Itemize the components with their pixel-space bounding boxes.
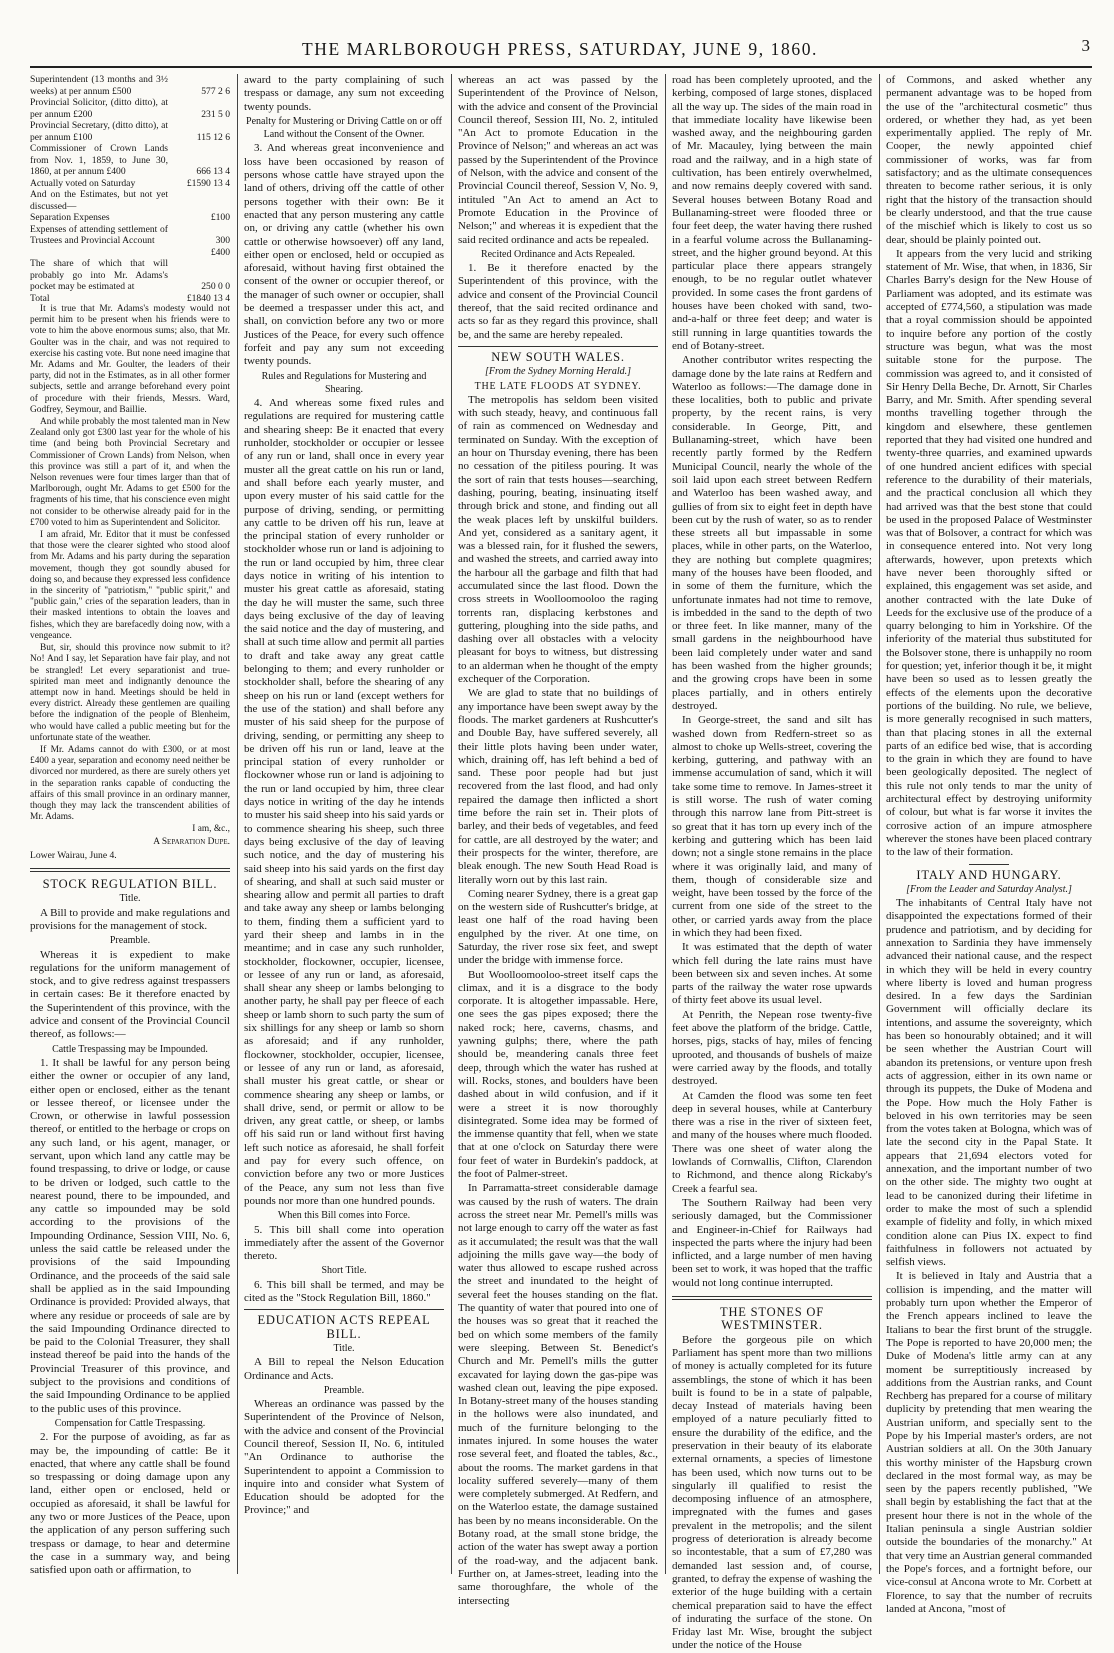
education-bill-title: EDUCATION ACTS REPEAL BILL. xyxy=(257,1313,431,1341)
paragraph: At Camden the flood was some ten feet deep in several houses, while at Canterbury there was a rise in the river of sixteen feet, and many of the houses where much flooded. There was one sheet of water along the lowlands of Cornwallis, Clifton, Clarendon to Richmond, and thence along Rickaby's Creek a fearful sea. xyxy=(672,1089,872,1195)
account-label: And on the Estimates, but not yet discussed— xyxy=(30,189,168,212)
section-3-text: 3. And whereas great inconvenience and loss have been occasioned by reason of persons whose cattle have strayed upon the land of others, driving off the cattle of other persons together with their own: Be it enacted that any person mustering any cattle on, or driving any cattle (whether his own cattle or otherwise howsoever) off any land, either open or enclosed, held or occupied as aforesaid, without having first obtained the consent of the owner or occupier thereof, or the manager of such owner or occupier, shall be deemed a trespasser under this act, and shall, on conviction before any two or more Justices of the Peace, for every such offence forfeit and pay any sum not exceeding twenty pounds. xyxy=(244,142,444,368)
accounts-table xyxy=(30,74,230,304)
section-rule xyxy=(458,346,658,347)
signature: A Separation Dupe. xyxy=(153,836,230,847)
dateline: Lower Wairau, June 4. xyxy=(30,849,117,861)
column-1 xyxy=(30,74,230,1577)
account-row xyxy=(30,224,230,247)
account-row xyxy=(30,293,230,305)
account-label xyxy=(30,247,168,259)
section-4-text: 4. And whereas some fixed rules and regulations are required for mustering cattle and shearing sheep: Be it enacted that every runholder, stockholder or occupier or lessee of any run or land, shall once in every year muster all the great cattle on his run or land, and shall before each yearly muster, and upon every muster of his said cattle for the purpose of driving, sending, or permitting any cattle to be driven off his run, leave at the principal station of every runholder or stockholder whose run or land is adjoining to the run or land occupied by him, three clear days notice in writing of his intention to muster his great cattle as aforesaid, stating the day he will muster the same, such three days being exclusive of the day of leaving the said notice and the day of mustering, and shall at such time allow and permit all parties to draft and take away any great cattle belonging to them; and every runholder or stockholder shall, before the shearing of any sheep on his run or land (except wethers for the use of the station) and shall before any muster of his said sheep for the purpose of driving, sending, or permitting any sheep to be driven off his run or land, leave at the principal station of every runholder or flockowner whose run or land is adjoining to the run or land occupied by him, three clear days notice in writing of the day he intends to muster his said sheep into his said yards or to commence shearing his sheep, such three days being exclusive of the day of leaving such notice, and the day of mustering his said sheep into his said yards on the first day of shearing, and shall at such said muster or shearing allow and permit all parties to draft and take away any sheep or lambs belonging to them, finding them a sufficient yard to yard their sheep and lambs in in the meantime; and in case any such runholder, stockholder, flockowner, occupier, licensee, or lessee of any run or land, as aforesaid, shall shear any sheep or lambs belonging to another party, he shall pay per fleece of each sheep or lamb shorn to such party the sum of six shillings for any sheep or lamb so shorn as aforesaid; and if any runholder, flockowner, stockholder, occupier, licensee, or lessee of any run or land, as aforesaid, shall muster his great cattle, or shear or commence shearing any sheep or lambs, or shall drive, send, or permit or allow to be driven, any great cattle, or sheep, or lambs off his said run or land without first having left such notice as aforesaid, he shall forfeit and pay for every such offence, on conviction before any two or more Justices of the Peace, any sum not less than five pounds nor more than one hundred pounds. xyxy=(244,397,444,1207)
section-rule xyxy=(244,1309,444,1310)
column-divider xyxy=(451,74,452,1574)
education-bill-intro: A Bill to repeal the Nelson Education Ordinance and Acts. xyxy=(244,1356,444,1382)
education-preamble-head: Preamble. xyxy=(323,1384,365,1396)
flood-article-continued xyxy=(672,74,872,1290)
stones-text: Before the gorgeous pile on which Parliament has spent more than two millions of money is actually completed for its future assemblings, the stone of which it has been built is found to be in a state of palpable, decay Instead of materials having been employed of a nature peculiarly fitted to ensure the durability of the edifice, and the preservation in their beauty of its elaborate external ornaments, a species of limestone has been used, which now turns out to be singularly ill qualified to resist the decomposing influence of an atmosphere, impregnated with the fumes and gases prevalent in the metropolis; and the silent progress of deterioration is already become so incontestable, that a sum of £7,280 was demanded last session and, of course, granted, to defray the expense of washing the exterior of the huge building with a certain chemical preparation said to have the effect of indurating the surface of the stone. On Friday last Mr. Wise, brought the subject under the notice of the House xyxy=(672,1333,872,1652)
repeal-section-text: 1. Be it therefore enacted by the Superintendent of this province, with the advice and consent of the Provincial Council thereof, that the said recited ordinance and acts so far as they regard this province, shall be, and the same are hereby repealed. xyxy=(458,262,658,341)
account-row xyxy=(30,97,230,120)
section-2-head: Compensation for Cattle Trespassing. xyxy=(54,1417,206,1429)
column-3 xyxy=(458,74,658,1607)
education-bill-subhead: Title. xyxy=(333,1342,355,1354)
account-amount: £400 xyxy=(210,246,230,258)
columns xyxy=(30,74,1092,1652)
paragraph: It was estimated that the depth of water which fell during the late rains must have been between six and seven inches. At some parts of the railway the water rose upwards of thirty feet above its usual level. xyxy=(672,941,872,1007)
italy-title: ITALY AND HUNGARY. xyxy=(916,867,1062,882)
account-label: Separation Expenses xyxy=(30,212,110,223)
penalty-head: Penalty for Mustering or Driving Cattle on or off Land without the Consent of the Owner. xyxy=(246,115,442,141)
stock-bill-subhead: Title. xyxy=(119,893,141,905)
account-amount: 300 xyxy=(215,235,230,246)
letter-body xyxy=(30,304,230,823)
paragraph: It is true that Mr. Adams's modesty would not permit him to be present when his friends were to vote to him the above enormous sums; also, that Mr. Goulter was in the chair, and was not required to exercise his casting vote. But none need imagine that Mr. Adams and Mr. Goulter, the leaders of their party, did not in the Estimates, as in all other former subjects, settle and arrange beforehand every point of procedure with their friends, Messrs. Ward, Godfrey, Seymour, and Baillie. xyxy=(30,304,230,415)
nsw-source: [From the Sydney Morning Herald.] xyxy=(485,366,631,378)
account-amount: 577 2 6 xyxy=(201,85,230,97)
continued-text: whereas an act was passed by the Superintendent of the Province of Nelson, with the advice and consent of the Provincial Council thereof, Session III, No. 2, intituled "An Act to promote Education in the Province of Nelson;" and whereas an act was passed by the Superintendent of the Province of Nelson, with the advice and consent of the Provincial Council thereof, Session V, No. 9, intituled "An Act to amend an Act to Promote Education in the Province of Nelson;" and whereas it is expedient that the said recited ordinance and acts be repealed. xyxy=(458,74,658,246)
account-row xyxy=(30,212,230,224)
short-title-head: Short Title. xyxy=(321,1265,367,1277)
section-5-text: 5. This bill shall come into operation immediately after the assent of the Governor thereto. xyxy=(244,1223,444,1263)
account-label: Commissioner of Crown Lands from Nov. 1, 1859, to June 30, 1860, at per annum £400 xyxy=(30,143,168,177)
account-row xyxy=(30,143,230,178)
italy-article-body xyxy=(886,897,1092,1616)
paragraph: In Parramatta-street considerable damage was caused by the rush of waters. The drain across the street near Mr. Pemell's mills was not large enough to carry off the water as fast as it accumulated; the result was that the wall adjoining the mills gave way—the body of water thus allowed to escape rushed across the street and inundated to the height of several feet the houses standing on the flat. The quantity of water that poured into one of the houses was so great that it reached the bed on which some members of the family were sleeping. Between St. Benedict's Church and Mr. Pemell's mills the gutter excavated for laying down the gas-pipe was washed clean out, leaving the pipe exposed. In Botany-street many of the houses standing in the hollows were also inundated, and much of the furniture belonging to the inmates injured. In some houses the water rose several feet, and floated the tables, &c., about the rooms. The market gardens in that locality suffered severely—many of them were completely submerged. At Redfern, and on the Waterloo estate, the damage sustained has been by no means inconsiderable. On the Botany road, at the small stone bridge, the action of the water has swept away a portion of the road-way, and the adjacent bank. Further on, at James-street, leading into the same thoroughfare, the whole of the intersecting xyxy=(458,1182,658,1607)
account-row xyxy=(30,120,230,143)
rules-head: Rules and Regulations for Mustering and Shearing. xyxy=(261,370,427,395)
paragraph: Coming nearer Sydney, there is a great gap on the western side of Rushcutter's bridge, at least one half of the road having been engulphed by the river. At one time, on Saturday, the river rose six feet, and swept under the bridge with immense force. xyxy=(458,887,658,967)
preamble-head: Preamble. xyxy=(109,935,151,947)
stock-bill-intro: A Bill to provide and make regulations and provisions for the management of stock. xyxy=(30,906,230,932)
column-4 xyxy=(672,74,872,1652)
account-row xyxy=(30,74,230,97)
account-amount: £1590 13 4 xyxy=(186,177,230,189)
section-6-text: 6. This bill shall be termed, and may be cited as the "Stock Regulation Bill, 1860." xyxy=(244,1278,444,1305)
paragraph: It appears from the very lucid and striking statement of Mr. Wise, that when, in 1836, Sir Charles Barry's design for the New House of Parliament was adopted, and its estimate was accepted of £774,560, a stipulation was made that a royal commission should be appointed to inquire before any portion of the costly structure was begun, what was the most suitable stone for the purpose. The commission was agreed to, and it consisted of Sir Henry Della Beche, Dr. Arnott, Sir Charles Barry, and Mr. Smith. After spending several months travelling together through the kingdom and elsewhere, these gentlemen reported that they had visited one hundred and twenty-three quarries, and examined upwards of one hundred ancient edifices with special reference to the durability of their materials, and the practical conclusion all which they had arrived was that the best stone that could be used in the proposed Palace of Westminster was that of Bolsover, a contract for which was in consequence entered into. Not very long afterwards, however, upon pretexts which have never been thoroughly sifted or explained, this engagement was set aside, and another contracted with the late Duke of Leeds for the exclusive use of the produce of a quarry belonging to him in Yorkshire. Of the inferiority of the material thus substituted for the Bolsover stone, there is unhappily no room for question; yet, inferior though it be, it might have been so used as to lessen greatly the effects of the elements upon the decorative portions of the building. No rule, we believe, is more generally recognised in such matters, than that placing stones in all the external parts of an edifice bed wise, that is according to the grain in which they are found to have been geologically deposited. The neglect of this rule not only tends to mar the unity of architectural effect by destroying uniformity of colour, but what is far worse it invites the corrosive action of an impure atmosphere wherever the stones have been placed contrary to the law of their formation. xyxy=(886,247,1092,859)
paragraph: The Southern Railway had been very seriously damaged, but the Commissioner and Engineer-in-Chief for Railways had inspected the parts where the injury had been inflicted, and a large number of men having been set to work, it was hoped that the traffic would not long continue interrupted. xyxy=(672,1196,872,1289)
newspaper-title: THE MARLBOROUGH PRESS, SATURDAY, JUNE 9, 1860. xyxy=(301,38,819,59)
account-label: Provincial Secretary, (ditto ditto), at per annum £100 xyxy=(30,120,168,143)
paragraph: But, sir, should this province now submit to it? No! And I say, let Separation have fair play, and not be strangled! Let every separationist and true-spirited man meet and indignantly denounce the attempt now in hand. Meetings should be held in every district. Already these gentlemen are quailing before the indignation of the people of Blenheim, who would have called a public meeting but for the unfortunate state of the weather. xyxy=(30,643,230,743)
stock-bill-title: STOCK REGULATION BILL. xyxy=(42,877,218,892)
paragraph: road has been completely uprooted, and the kerbing, composed of large stones, displaced all the way up. The sides of the main road in that immediate locality have likewise been washed away, and the neighbouring garden of Mr. Macauley, lying between the main road and the railway, and in a high state of cultivation, has been entirely overwhelmed, and now remains deeply covered with sand. Several houses between Botany Road and Bullanaming-street were flooded three or four feet deep, the water having there rushed in a fearful volume across the Bullanaming-street, and the higher ground beyond. At this particular place there appears strangely enough, to be no regular outlet whatever provided. In some cases the front gardens of houses have been choked with sand, two-and-a-half or three feet deep; and water is still running in large quantities towards the end of Botany-street. xyxy=(672,74,872,352)
account-label: Total xyxy=(30,292,50,304)
education-preamble-text: Whereas an ordinance was passed by the Superintendent of the Province of Nelson, with the advice and consent of the Provincial Council thereof, Session II, No. 6, intituled "An Ordinance to authorise the Superintendent to appoint a Commission to inquire into and consider what System of Education should be adopted for the Province;" and xyxy=(244,1398,444,1517)
paragraph: Another contributor writes respecting the damage done by the late rains at Redfern and Waterloo as follows:—The damage done in these localities, both to public and private property, by the recent rains, is very considerable. In George, Pitt, and Bullanaming-street, which have been recently partly formed by the Redfern Municipal Council, nearly the whole of the soil laid upon each street between Redfern and Waterloo has been washed away, and gullies of from six to eight feet in depth have been cut by the rush of water, so as to render these streets all but impassable in some places, while in other parts, on the Waterloo, they are nothing but complete quagmires; many of the houses have been flooded, and in some of them the furniture, which the unfortunate inmates had not time to remove, is imbedded in the sand to the depth of two or three feet. In like manner, many of the small gardens in the neighbourhood have been laid completely under water and sand has been washed from the higher grounds; and the growing crops have been in some places partially, and in others entirely destroyed. xyxy=(672,354,872,712)
section-1-head: Cattle Trespassing may be Impounded. xyxy=(52,1043,208,1055)
account-amount: 250 0 0 xyxy=(201,281,230,292)
stones-title: THE STONES OF WESTMINSTER. xyxy=(720,1305,824,1333)
nsw-article-body xyxy=(458,394,658,1608)
section-rule xyxy=(30,868,230,872)
account-label: Provincial Solicitor, (ditto ditto), at per annum £200 xyxy=(30,97,168,120)
column-5 xyxy=(886,74,1092,1615)
paragraph: If Mr. Adams cannot do with £300, or at most £400 a year, separation and economy need neither be divorced nor murdered, as there are surely others yet in the separation ranks capable of conducting the affairs of this small province in an ordinary manner, though they may lack the transcendent abilities of Mr. Adams. xyxy=(30,744,230,823)
recited-head: Recited Ordinance and Acts Repealed. xyxy=(480,248,636,260)
paragraph: In George-street, the sand and silt has washed down from Redfern-street so as almost to choke up Wells-street, covering the kerbing, guttering, and pathway with an immense accumulation of sand, which it will take some time to remove. In James-street it is still worse. The rush of water coming through this narrow lane from Pitt-street is so great that it has torn up every inch of the kerbing and guttering which has been laid down; not a single stone remains in the place where it was originally laid, and many of them, though of considerable size and weight, have been tossed by the force of the current from one side of the street to the other, or carried yards away from the place in which they had been fixed. xyxy=(672,714,872,939)
page-number: 3 xyxy=(1081,36,1090,55)
account-label: Expenses of attending settlement of Trustees and Provincial Account xyxy=(30,223,168,246)
account-amount: £1840 13 4 xyxy=(186,292,230,304)
paragraph: We are glad to state that no buildings of any importance have been swept away by the floods. The market gardeners at Rushcutter's and Double Bay, have suffered severely, all their little plots having been under water, which, draining off, has left behind a bed of sand. These poor people had but just recovered from the last flood, and had only repaired the damage then inflicted a short time before the rain set in. Their plots of barley, and their beds of vegetables, and feed for cattle, are all destroyed by the water; and their prospects for the winter, therefore, are bleak enough. The new South Head Road is literally worn out by this last rain. xyxy=(458,687,658,886)
nsw-title: NEW SOUTH WALES. xyxy=(491,349,625,364)
column-divider xyxy=(237,74,238,1574)
masthead-rule xyxy=(30,66,1092,68)
account-amount: 666 13 4 xyxy=(196,166,230,177)
nsw-subhead: THE LATE FLOODS AT SYDNEY. xyxy=(474,380,642,392)
account-amount: 231 5 0 xyxy=(201,108,230,120)
italy-source: [From the Leader and Saturday Analyst.] xyxy=(906,883,1072,895)
section-rule xyxy=(969,864,1009,865)
account-label: Actually voted on Saturday xyxy=(30,177,136,189)
section-1-text: 1. It shall be lawful for any person being either the owner or occupier of any land, either open or enclosed, either as the tenant or lessee thereof, or licensee under the Crown, or otherwise in lawful possession thereof, or entitled to the herbage or crops on any such land, or his agent, manager, or servant, upon which land any cattle may be found trespassing, to drive or lodge, or cause to be driven or lodged, such cattle to the nearest pound, there to be impounded, and any cattle so impounded may be sold according to the provisions of the Impounding Ordinance, Session VIII, No. 6, unless the said cattle be released under the provisions of the said Impounding Ordinance, and the proceeds of the said sale shall be applied as in the said Impounding Ordinance is provided: Provided always, that where any residue or proceeds of sale are by the said Impounding Ordinance directed to be paid to the Colonial Treasurer, they shall instead thereof be paid into the hands of the Provincial Treasurer of this province, and subject to the provisions and conditions of the said Impounding Ordinance to be applied to the public uses of this province. xyxy=(30,1056,230,1415)
account-amount xyxy=(168,189,230,212)
force-head: When this Bill comes into Force. xyxy=(277,1210,411,1222)
paragraph: The metropolis has seldom been visited with such steady, heavy, and continuous fall of rain as commenced on Wednesday and terminated on Sunday. With the exception of an hour on Thursday evening, there has been no cessation of the pitiless pouring. It was the sort of rain that tests houses—searching, dashing, pouring, beating, insinuating itself through brick and stone, and finding out all the weak places left by unskilful builders. And yet, considered as a sanitary agent, it was a blessed rain, for it flushed the sewers, and washed the streets, and carried away into the harbour all the garbage and filth that had accumulated since the last flood. Down the cross streets in Woolloomooloo the raging torrents ran, displacing kerbstones and guttering, ploughing into the side paths, and dashing over all obstacles with a velocity pleasant for boys to witness, but distressing to an alderman when he thought of the empty exchequer of the Corporation. xyxy=(458,393,658,686)
section-rule xyxy=(672,1296,872,1300)
account-label: The share of which that will probably go into Mr. Adams's pocket may be estimated at xyxy=(30,258,168,292)
paragraph: It is believed in Italy and Austria that a collision is impending, and the matter will probably turn upon whether the Emperor of the French appears inclined to leave the Italians to bear the first brunt of the struggle. The Pope is reported to have 20,000 men; the Duke of Modena's little army can at any moment be surreptitiously increased by additions from the Austrian ranks, and Count Rechberg has prepared for a course of military duplicity by pretending that men wearing the Austrian uniform, and specially sent to the Pope by his Imperial master's orders, are not Austrian soldiers at all. On the 30th January this worthy minister of the Hapsburg crown declared in the most formal way, as may be seen by the papers recently published, "We shall begin by establishing the fact that at the present hour there is not in the whole of the Italian peninsula a single Austrian soldier outside the boundaries of the monarchy." At that very time an Austrian general commanded the Pope's forces, and a fortnight before, our vice-consul at Ancona wrote to Mr. Corbett at Florence, to say that the number of recruits landed at Ancona, "most of xyxy=(886,1270,1092,1615)
account-row xyxy=(30,178,230,190)
account-row xyxy=(30,247,230,259)
column-divider xyxy=(665,74,666,1574)
stones-article-continued xyxy=(886,74,1092,860)
sign-off: I am, &c., xyxy=(192,824,230,835)
masthead xyxy=(30,36,1090,62)
paragraph: of Commons, and asked whether any permanent advantage was to be hoped from the use of the "architectural cosmetic" thus ordered, or whether they had, as yet been experimentally applied. The reply of Mr. Cooper, the newly appointed chief commissioner of works, was far from satisfactory; and as the ultimate consequences threaten to become rather serious, it is only right that the history of the transaction should be clearly understood, and that the true cause of the mischief which is likely to cost us so dear, should be plainly pointed out. xyxy=(886,74,1092,246)
account-label: Superintendent (13 months and 3½ weeks) at per annum £500 xyxy=(30,74,168,97)
paragraph: But Woolloomooloo-street itself caps the climax, and it is a disgrace to the body corporate. It is altogether impassable. Here, one sees the gas pipes exposed; there the naked rock; here, caverns, chasms, and yawning gulphs; there, where the path should be, meandering canals three feet deep, through which the water has rushed at will. Rocks, stones, and boulders have been dashed about in wild confusion, and if it were a street it is now thoroughly disintegrated. Some idea may be formed of the immense quantity that fell, when we state that at one o'clock on Saturday there were four feet of water in Burdekin's paddock, at the foot of Palmer-street. xyxy=(458,968,658,1181)
paragraph: I am afraid, Mr. Editor that it must be confessed that those were the clearer sighted who stood aloof from Mr. Adams and his party during the separation movement, though they got soundly abused for doing so, and because they expressed less confidence in the sincerity of "patriotism," "public spirit," and "public gain," cries of the separation leaders, than in their masked intentions to obtain the loaves and fishes, which they are barefacedly doing now, with a vengeance. xyxy=(30,530,230,641)
account-amount: £100 xyxy=(210,212,230,223)
preamble-text: Whereas it is expedient to make regulations for the uniform management of stock, and to give redress against trespassers in certain cases: Be it therefore enacted by the Superintendent of this province, with the advice and consent of the Provincial Council thereof, as follows:— xyxy=(30,948,230,1041)
continued-text: award to the party complaining of such trespass or damage, any sum not exceeding twenty pounds. xyxy=(244,74,444,113)
paragraph: And while probably the most talented man in New Zealand only got £300 last year for the whole of his time (and being both Provincial Secretary and Commissioner of Crown Lands) from Nelson, when this province was still a part of it, and when the Nelson revenues were four times larger than that of Marlborough, ought Mr. Adams to get £500 for the fragments of his time, that his conscience even might not consider to be otherwise already paid for in the £700 voted to him as Superintendent and Solicitor. xyxy=(30,417,230,528)
account-row xyxy=(30,258,230,293)
section-2-text: 2. For the purpose of avoiding, as far as may be, the impounding of cattle: Be it enacted, that where any cattle shall be found so trespassing or doing damage upon any land, either open or enclosed, held or occupied as aforesaid, it shall be lawful for any two or more Justices of the Peace, upon the application of any person suffering such trespass or damage, to hear and determine the case in a summary way, and being satisfied upon oath or affirmation, to xyxy=(30,1431,230,1577)
paragraph: The inhabitants of Central Italy have not disappointed the expectations formed of their prudence and patriotism, and by deciding for annexation to Sardinia they have immensely advanced their national cause, and the respect in which they will be held in every country where liberty is loved and human progress desired. In a few days the Sardinian Government will officially declare its intentions, and assume the sovereignty, which has been so honourably obtained; and it will be seen whether the Austrian Court will abandon its pretensions, or venture upon fresh acts of aggression, either in its own name or through its puppets, the Duke of Modena and the Pope. How much the Holy Father is beloved in his own territories may be seen from the votes taken at Bologna, which was of late the second city in the Papal State. It appears that 21,694 electors voted for annexation, and the important number of two on the other side. The mighty two ought at lead to be canonized during their lifetime in order to make the most of such a splendid example of fidelity and folly, in which mixed condition alone can Pius IX. expect to find faithfulness in followers not actuated by selfish views. xyxy=(886,897,1092,1269)
account-row xyxy=(30,189,230,212)
column-2 xyxy=(244,74,444,1574)
column-divider xyxy=(879,74,880,1574)
account-amount: 115 12 6 xyxy=(196,131,230,143)
paragraph: At Penrith, the Nepean rose twenty-five feet above the platform of the bridge. Cattle, horses, pigs, stacks of hay, miles of fencing uprooted, and thousands of bushels of maize were carried away by the floods, and totally destroyed. xyxy=(672,1008,872,1088)
